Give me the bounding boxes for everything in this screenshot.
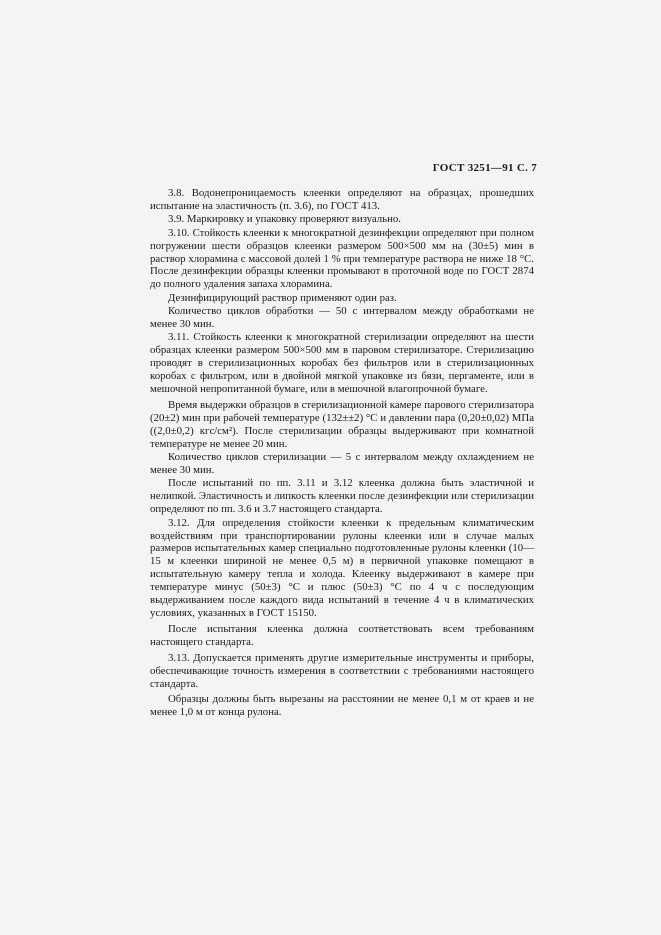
paragraph-3-12: 3.12. Для определения стойкости клеенки к предельным климатическим воздействиям при транспортировании рулоны клеенки или в случае малых размеров испытательных камер специально подготовленные рулоны клеенки (10—15 м клеенки шириной не менее 0,5 м) в первичной упаковке помещают в испытательную камеру тепла и холода. Клеенку выдерживают в камере при температуре минус (50±3) °С и плюс (50±3) °С по 4 ч с последующим выдерживанием после каждого вида испытаний в течение 4 ч в климатических условиях, указанных в ГОСТ 15150.	[150, 516, 534, 619]
running-header: ГОСТ 3251—91 С. 7	[432, 162, 537, 174]
paragraph-compliance: После испытания клеенка должна соответствовать всем требованиям настоящего стандарта.	[150, 622, 534, 648]
document-body	[150, 187, 534, 720]
paragraph-after-tests: После испытаний по пп. 3.11 и 3.12 клеенка должна быть эластичной и нелипкой. Эластичность и липкость клеенки после дезинфекции или стерилизации определяют по пп. 3.6 и 3.7 настоящего стандарта.	[150, 477, 534, 516]
paragraph-3-8: 3.8. Водонепроницаемость клеенки определяют на образцах, прошедших испытание на эластичность (п. 3.6), по ГОСТ 413.	[150, 187, 534, 212]
paragraph-sterilization-cycles: Количество циклов стерилизации — 5 с интервалом между охлаждением не менее 30 мин.	[150, 451, 534, 477]
paragraph-sample-cutting: Образцы должны быть вырезаны на расстоянии не менее 0,1 м от краев и не менее 1,0 м от конца рулона.	[150, 693, 534, 719]
paragraph-3-9: 3.9. Маркировку и упаковку проверяют визуально.	[168, 213, 401, 226]
paragraph-3-10: 3.10. Стойкость клеенки к многократной дезинфекции определяют при полном погружении шести образцов клеенки размером 500×500 мм на (30±5) мин в раствор хлорамина с массовой долей 1 % при температуре раствора не ниже 18 °С. После дезинфекции образцы клеенки промывают в проточной воде по ГОСТ 2874 до полного удаления запаха хлорамина.	[150, 226, 534, 291]
paragraph-disinfectant-note: Дезинфицирующий раствор применяют один раз.	[168, 291, 397, 304]
paragraph-treatment-cycles: Количество циклов обработки — 50 с интервалом между обработками не менее 30 мин.	[150, 305, 534, 331]
paragraph-exposure-time: Время выдержки образцов в стерилизационной камере парового стерилизатора (20±2) мин при рабочей температуре (132±±2) °С и давлении пара (0,20±0,02) МПа ((2,0±0,2) кгс/см²). После стерилизации образцы выдерживают при комнатной температуре не менее 20 мин.	[150, 399, 534, 450]
paragraph-3-11: 3.11. Стойкость клеенки к многократной стерилизации определяют на шести образцах клеенки размером 500×500 мм в паровом стерилизаторе. Стерилизацию проводят в стерилизационных коробах без фильтров или в стерилизационных коробах с фильтром, или в двойной мягкой упаковке из бязи, пергаменте, или в мешочной непропитанной бумаге, или в мешочной влагопрочной бумаге.	[150, 331, 534, 396]
paragraph-3-13: 3.13. Допускается применять другие измерительные инструменты и приборы, обеспечивающие точность измерения в соответствии с требованиями настоящего стандарта.	[150, 651, 534, 690]
